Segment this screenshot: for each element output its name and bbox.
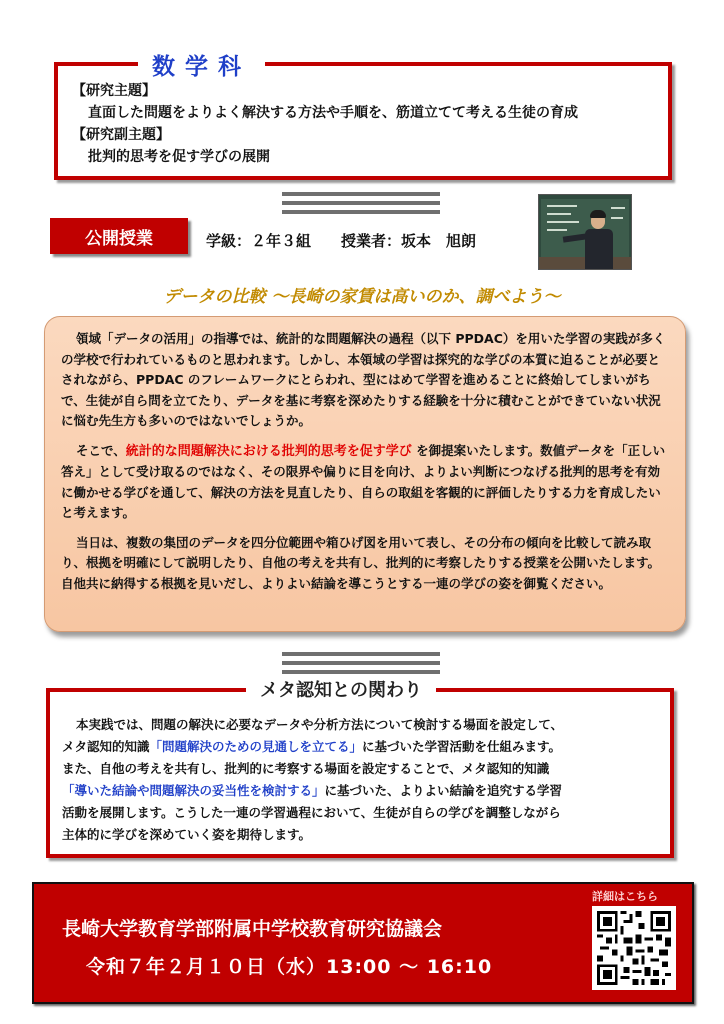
meta-highlight-2: 「導いた結論や問題解決の妥当性を検討する」 [62, 783, 325, 798]
meta-body [62, 714, 662, 846]
event-date: 令和７年２月１０日（水）13:00 ～ 16:10 [86, 956, 493, 978]
footer-banner [32, 882, 694, 1004]
qr-code[interactable] [592, 906, 676, 990]
subtheme-heading: 【研究副主題】 [72, 127, 170, 143]
public-lesson-label: 公開授業 [50, 218, 188, 254]
intro-paragraph-2 [61, 441, 671, 524]
meta-line-3: また、自他の考えを共有し、批判的に考察する場面を設定することで、メタ認知的知識 [62, 761, 550, 776]
divider-middle [282, 652, 440, 679]
intro-panel [44, 316, 686, 632]
intro-highlight: 統計的な問題解決における批判的思考を促す学び [125, 443, 412, 459]
subject-box [54, 54, 672, 180]
divider-top [282, 192, 440, 219]
detail-label: 詳細はこちら [592, 890, 658, 903]
qr-code-icon [597, 911, 671, 985]
meta-line-4 [62, 780, 662, 802]
intro-paragraph-3: 当日は、複数の集団のデータを四分位範囲や箱ひげ図を用いて表し、その分布の傾向を比較して読み取り、根拠を明確にして説明したり、自他の考えを共有し、批判的に考察したりする授業を公開いたします。自他共に納得する根拠を見いだし、よりよい結論を導こうとする一連の学びの姿を御覧ください。 [61, 534, 661, 591]
teacher-photo [538, 194, 632, 270]
meta-line-5: 活動を展開します。こうした一連の学習過程において、生徒が自らの学びを調整しながら [62, 805, 561, 820]
subtheme-text: 批判的思考を促す学びの展開 [88, 149, 270, 165]
intro-p2-lead: そこで、 [76, 442, 126, 458]
intro-paragraph-1: 領域「データの活用」の指導では、統計的な問題解決の過程（以下 PPDAC）を用いた学習の実践が多くの学校で行われているものと思われます。しかし、本領域の学習は探究的な学びの本質に迫ることが必要とされながら、PPDAC のフレームワークにとらわれ、型にはめて学習を進めることに終始してしまいがちで、生徒が自ら問を立てたり、データを基に考察を深めたりする経験を十分に積むことができていない状況に悩む先生方も多いのではないでしょうか。 [61, 331, 666, 428]
meta-highlight-1: 「問題解決のための見通しを立てる」 [149, 739, 363, 754]
meta-line-4-rest: に基づいた、よりよい結論を追究する学習 [324, 783, 563, 798]
meta-line-2-lead: メタ認知的知識 [62, 739, 150, 754]
organization-name: 長崎大学教育学部附属中学校教育研究協議会 [62, 918, 443, 940]
meta-line-1: 本実践では、問題の解決に必要なデータや分析方法について検討する場面を設定して、 [76, 717, 564, 732]
intro-p2-rest: を御提案いたします。数値データを「正しい答え」として受け取るのではなく、その限界や偏りに目を向け、よりよい判断につなげる批判的思考を有効に働かせる学びを通して、解決の方法を見直したり、自らの取組を客観的に評価したりする力を育成したいと考えます。 [61, 442, 666, 520]
meta-line-6: 主体的に学びを深めていく姿を期待します。 [62, 827, 312, 842]
subject-title: 数学科 [138, 48, 265, 81]
meta-cognition-box [46, 680, 674, 858]
lesson-title: データの比較 ～長崎の家賃は高いのか、調べよう～ [163, 287, 561, 307]
meta-line-2-rest: に基づいた学習活動を仕組みます。 [362, 739, 562, 754]
meta-title: メタ認知との関わり [246, 676, 436, 702]
theme-heading: 【研究主題】 [72, 83, 156, 99]
subject-body [72, 80, 578, 168]
meta-line-2 [62, 736, 662, 758]
public-lesson-info: 学級：２年３組 授業者：坂本 旭朗 [206, 232, 477, 250]
theme-text: 直面した問題をよりよく解決する方法や手順を、筋道立てて考える生徒の育成 [88, 105, 578, 121]
